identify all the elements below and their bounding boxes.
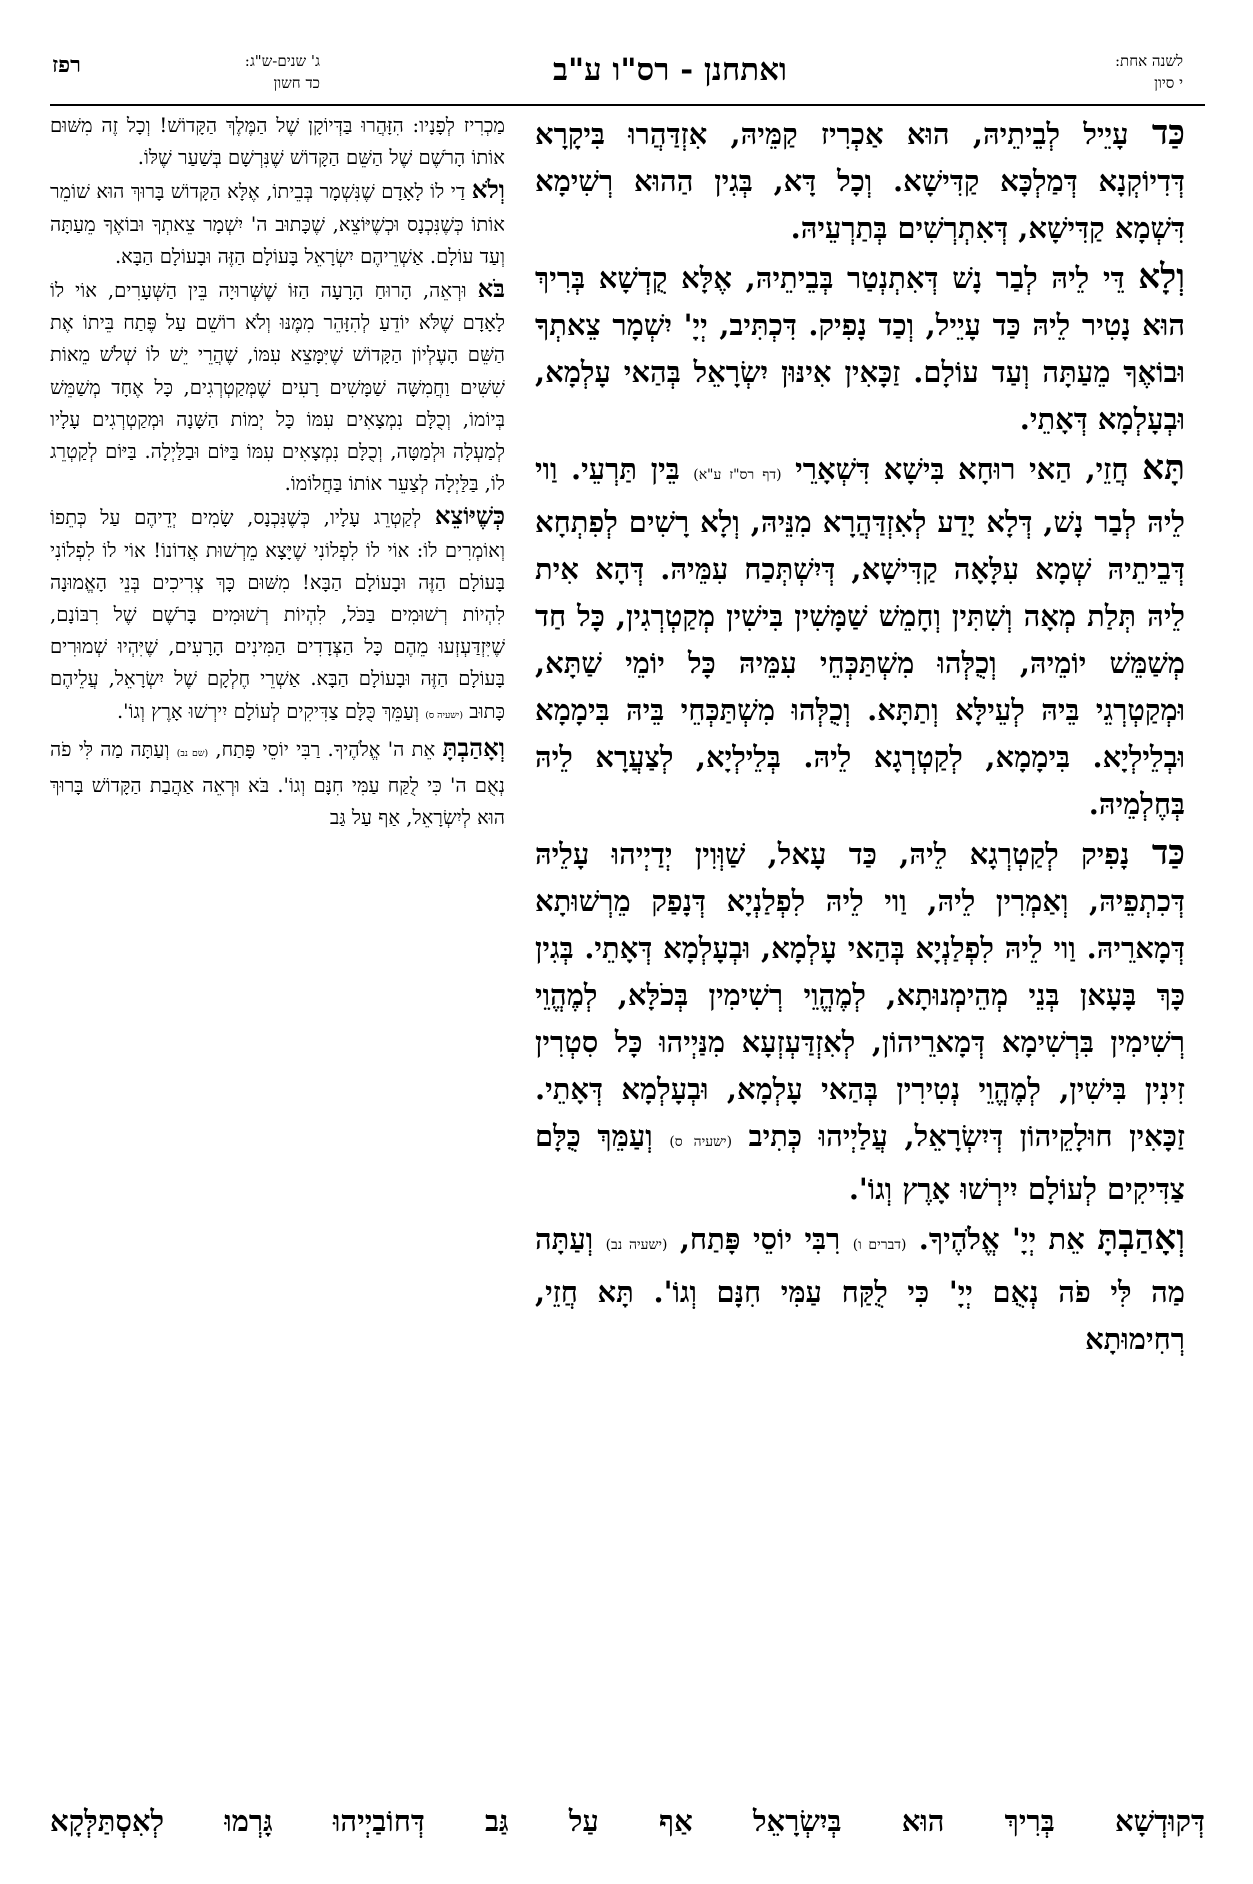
main-p4-text: נָפִיק לְקַטְרְגָא לֵיהּ, כַּד עָאל, שַׁוְּוִין יְדַיְיהוּ עָלֵיהּ דְּכִתְפֵיהּ, וְאַמְרִין לֵיהּ, וַוי לֵיהּ לִפְלַנְיָא דְּנָפַק מֵרְשׁוּתָא דְּמָארֵיהּ. וַוי לֵיהּ לִפְלַנְיָא בְּהַאי עָלְמָא, וּבְעָלְמָא דְּאָתֵי. בְּגִין כָּךְ בָּעָאן בְּנֵי מְהֵימְנוּתָא, לְמֶהֱוֵי רְשִׁימִין בְּכֹלָּא, לְמֶהֱוֵי רְשִׁימִין בִּרְשִׁימָא דְּמָארֵיהוֹן, לְאִזְדַּעְזְעָא מִנַּיְיהוּ כָּל סִטְרִין זִינִין בִּישִׁין, לְמֶהֱוֵי נְטִירִין בְּהַאי עָלְמָא, וּבְעָלְמָא דְּאָתֵי. זַכָּאִין חוּלָקֵיהוֹן דְּיִשְׂרָאֵל, עֲלַיְיהוּ כְּתִיב (535, 837, 1185, 1153)
header-divider (50, 104, 1205, 106)
main-paragraph-1 (535, 110, 1185, 252)
side-p4-opening-word: כְּשֶׁיּוֹצֵא (434, 501, 505, 531)
main-p5-text-end: וְעַתָּה מַה לִּי פֹה נְאֻם יְיָ' כִּי לֻקַּח עַמִּי חִנָּם וְגוֹ'. תָּא חֲזֵי, רְחִימוּתָא (535, 1222, 1185, 1356)
main-p1-opening-word: כַּד (1151, 113, 1185, 153)
main-p2-text: דֵּי לֵיהּ לְבַר נָשׁ דְּאִתְנְטַר בְּבֵיתֵיהּ, אֶלָּא קֻדְשָׁא בְּרִיךְ הוּא נָטִיר לֵיהּ כַּד עָיֵיל, וְכַד נָפִיק. דִּכְתִּיב, יְיָ' יִשְׁמָר צֵאתְךָ וּבוֹאֶךָ מֵעַתָּה וְעַד עוֹלָם. זַכָּאִין אִינּוּן יִשְׂרָאֵל בְּהַאי עָלְמָא, וּבְעָלְמָא דְּאָתֵי. (535, 261, 1185, 436)
header-schedule-three-years (170, 50, 320, 94)
side-p5-text: אֵת ה' אֱלֹהֶיךָ. רַבִּי יוֹסֵי פָּתַח, (215, 737, 443, 761)
main-p3-text: חֲזֵי, הַאי רוּחָא בִּישָׁא דִּשְׁאָרֵי (795, 452, 1143, 486)
side-p4-text: לְקַטְרֵג עָלָיו, כְּשֶׁנִּכְנָס, שָׂמִים יְדֵיהֶם עַל כְּתֵפוֹ וְאוֹמְרִים לוֹ: אוֹי לוֹ לִפְלוֹנִי שֶׁיָּצָא מֵרְשׁוּת אֲדוֹנוֹ! אוֹי לוֹ לִפְלוֹנִי בָּעוֹלָם הַזֶּה וּבָעוֹלָם הַבָּא! מִשּׁוּם כָּךְ צְרִיכִים בְּנֵי הָאֱמוּנָה לִהְיוֹת רְשׁוּמִים בַּכֹּל, לִהְיוֹת רְשׁוּמִים בָּרֹשֶׁם שֶׁל רִבּוֹנָם, שֶׁיִּזְדַּעְזְעוּ מֵהֶם כָּל הַצְּדָדִים הַמִּינִים הָרָעִים, שֶׁיִּהְיוּ שְׁמוּרִים בָּעוֹלָם הַזֶּה וּבָעוֹלָם הַבָּא. אַשְׁרֵי חֶלְקָם שֶׁל יִשְׂרָאֵל, עֲלֵיהֶם כָּתוּב (50, 506, 505, 723)
side-p3-opening-word: בֹּא (477, 274, 505, 304)
side-paragraph-3 (50, 273, 505, 500)
main-p2-opening-word: וְלָא (1138, 257, 1185, 297)
main-p3-text-cont: בֵּין תַּרְעֵי. וַוי לֵיהּ לְבַר נָשׁ, דְּלָא יָדַע לְאִזְדַּהֲרָא מִנֵּיהּ, וְלָא רָשִׁים לְפִתְחָא דְּבֵיתֵיהּ שְׁמָא עִלָּאָה קַדִּישָׁא, דְּיִשְׁתְּכַח עִמֵּיהּ. דְּהָא אִית לֵיהּ תְּלַת מְאָה וְשִׁתִּין וְחָמֵשׁ שַׁמָּשִׁין בִּישִׁין מְקַטְרְגִין, כָּל חַד מְשַׁמֵּשׁ יוֹמֵיהּ, וְכֻלְּהוּ מִשְׁתַּכְּחֵי עִמֵּיהּ כָּל יוֹמֵי שַׁתָּא, וּמְקַטְרְגֵי בֵּיהּ לְעֵילָּא וְתַתָּא. וְכֻלְּהוּ מִשְׁתַּכְּחֵי בֵּיהּ בִּימָמָא וּבְלֵילְיָא. בִּימָמָא, לְקַטְרְגָא לֵיהּ. בְּלֵילְיָא, לְצַעֲרָא לֵיהּ בְּחֶלְמֵיהּ. (535, 452, 1185, 821)
main-p3-opening-word: תָּא (1142, 448, 1185, 488)
side-paragraph-5 (50, 732, 505, 835)
header-three-years-label: ג' שנים-ש"ג: (244, 52, 320, 70)
side-p3-text: וּרְאֵה, הָרוּחַ הָרָעָה הַזּוֹ שֶׁשְּׁרוּיָה בֵּין הַשְּׁעָרִים, אוֹי לוֹ לָאָדָם שֶׁלֹּא יוֹדֵעַ לְהִזָּהֵר מִמֶּנּוּ וְלֹא רוֹשֵׁם עַל פֶּתַח בֵּיתוֹ אֶת הַשֵּׁם הָעֶלְיוֹן הַקָּדוֹשׁ שֶׁיִּמָּצֵא עִמּוֹ, שֶׁהֲרֵי יֵשׁ לוֹ שְׁלֹשׁ מֵאוֹת שִׁשִּׁים וַחֲמִשָּׁה שַׁמָּשִׁים רָעִים שֶׁמְּקַטְרְגִים, כָּל אֶחָד מְשַׁמֵּשׁ בְּיוֹמוֹ, וְכֻלָּם נִמְצָאִים עִמּוֹ כָּל יְמוֹת הַשָּׁנָה וּמְקַטְרְגִים עָלָיו לְמַעְלָה וּלְמַטָּה, וְכֻלָּם נִמְצָאִים עִמּוֹ בַּיּוֹם וּבַלַּיְלָה. בַּיּוֹם לְקַטְרֵג לוֹ, בַּלַּיְלָה לְצַעֵר אוֹתוֹ בַּחֲלוֹמוֹ. (50, 279, 505, 496)
page-number: רפז (52, 52, 81, 78)
main-p5-verse-reference-1: (דברים ו) (852, 1237, 907, 1253)
main-p4-opening-word: כַּד (1151, 833, 1185, 873)
main-paragraph-4 (535, 830, 1185, 1213)
main-p4-text-cont: וְעַמֵּךְ כֻּלָּם צַדִּיקִים לְעוֹלָם יִירְשׁוּ אָרֶץ וְגוֹ'. (535, 1119, 1185, 1206)
header-three-years-date: כד חשון (273, 74, 320, 92)
side-paragraph-4 (50, 500, 505, 731)
side-p2-opening-word: וְלֹא (471, 175, 505, 205)
main-p3-page-reference: (דף רס"ז ע"א) (693, 467, 782, 483)
side-p4-text-cont: וְעַמֵּךְ כֻּלָּם צַדִּיקִים לְעוֹלָם יִירְשׁוּ אָרֶץ וְגוֹ'. (116, 699, 426, 723)
main-paragraph-3 (535, 445, 1185, 828)
side-paragraph-2 (50, 174, 505, 273)
header-one-year-label: לשנה אחת: (1115, 52, 1183, 70)
page-title: ואתחנן - רס"ו ע"ב (553, 52, 787, 88)
side-p5-text-cont: וְעַתָּה מַה לִּי פֹה נְאֻם ה' כִּי לֻקַּח עַמִּי חִנָּם וְגוֹ'. בֹּא וּרְאֵה אַהֲבַת הַקָּדוֹשׁ בָּרוּךְ הוּא לְיִשְׂרָאֵל, אַף עַל גַּב (50, 737, 505, 830)
main-p1-text: עָיֵיל לְבֵיתֵיהּ, הוּא אַכְרִיז קַמֵּיהּ, אִזְדַּהֲרוּ בִּיקָרָא דְּדִיוֹקְנָא דְּמַלְכָּא קַדִּישָׁא. וְכָל דָּא, בְּגִין הַהוּא רְשִׁימָא דִּשְׁמָא קַדִּישָׁא, דְּאִתְרְשִׁים בְּתַרְעֵיהּ. (535, 117, 1185, 245)
header-schedule-one-year (1043, 50, 1183, 94)
main-aramaic-column (535, 110, 1185, 1365)
main-p5-opening-word: וְאָהַבְתָּ (1097, 1218, 1185, 1258)
main-p4-verse-reference: (ישעיה ס) (669, 1134, 733, 1150)
main-paragraph-2 (535, 254, 1185, 443)
side-p5-opening-word: וְאָהַבְתָּ (442, 732, 505, 762)
side-paragraph-1 (50, 110, 505, 174)
main-p5-text: אֵת יְיָ' אֱלֹהֶיךָ. (918, 1222, 1098, 1256)
side-hebrew-translation-column (50, 110, 505, 834)
header-one-year-date: י סיון (1154, 74, 1183, 92)
side-p5-verse-reference: (שם נב) (176, 747, 209, 759)
side-p4-verse-reference: (ישעיה ס) (425, 709, 463, 721)
side-p1-text: מַכְרִיז לְפָנָיו: הִזָּהֲרוּ בַּדְּיוֹקָן שֶׁל הַמֶּלֶךְ הַקָּדוֹשׁ! וְכָל זֶה מִשּׁוּם אוֹתוֹ הָרֹשֶׁם שֶׁל הַשֵּׁם הַקָּדוֹשׁ שֶׁנִּרְשָׁם בְּשַׁעַר שֶׁלּוֹ. (50, 114, 505, 170)
main-p5-text-cont: רִבִּי יוֹסֵי פָּתַח, (679, 1222, 853, 1256)
side-p2-text: דַי לוֹ לָאָדָם שֶׁנִּשְׁמָר בְּבֵיתוֹ, אֶלָּא הַקָּדוֹשׁ בָּרוּךְ הוּא שׁוֹמֵר אוֹתוֹ כְּשֶׁנִּכְנָס וּכְשֶׁיּוֹצֵא, שֶׁכָּתוּב ה' יִשְׁמָר צֵאתְךָ וּבוֹאֶךָ מֵעַתָּה וְעַד עוֹלָם. אַשְׁרֵיהֶם יִשְׂרָאֵל בָּעוֹלָם הַזֶּה וּבָעוֹלָם הַבָּא. (50, 180, 505, 268)
main-p5-verse-reference-2: (ישעיה נב) (605, 1237, 668, 1253)
main-paragraph-5 (535, 1215, 1185, 1363)
full-width-closing-line: דְּקוּדְשָׁא בְּרִיךְ הוּא בְּיִשְׂרָאֵל אַף עַל גַּב דְּחוֹבַיְיהוּ גָּרְמוּ לְאִסְתַּלְּקָא (50, 1804, 1205, 1838)
